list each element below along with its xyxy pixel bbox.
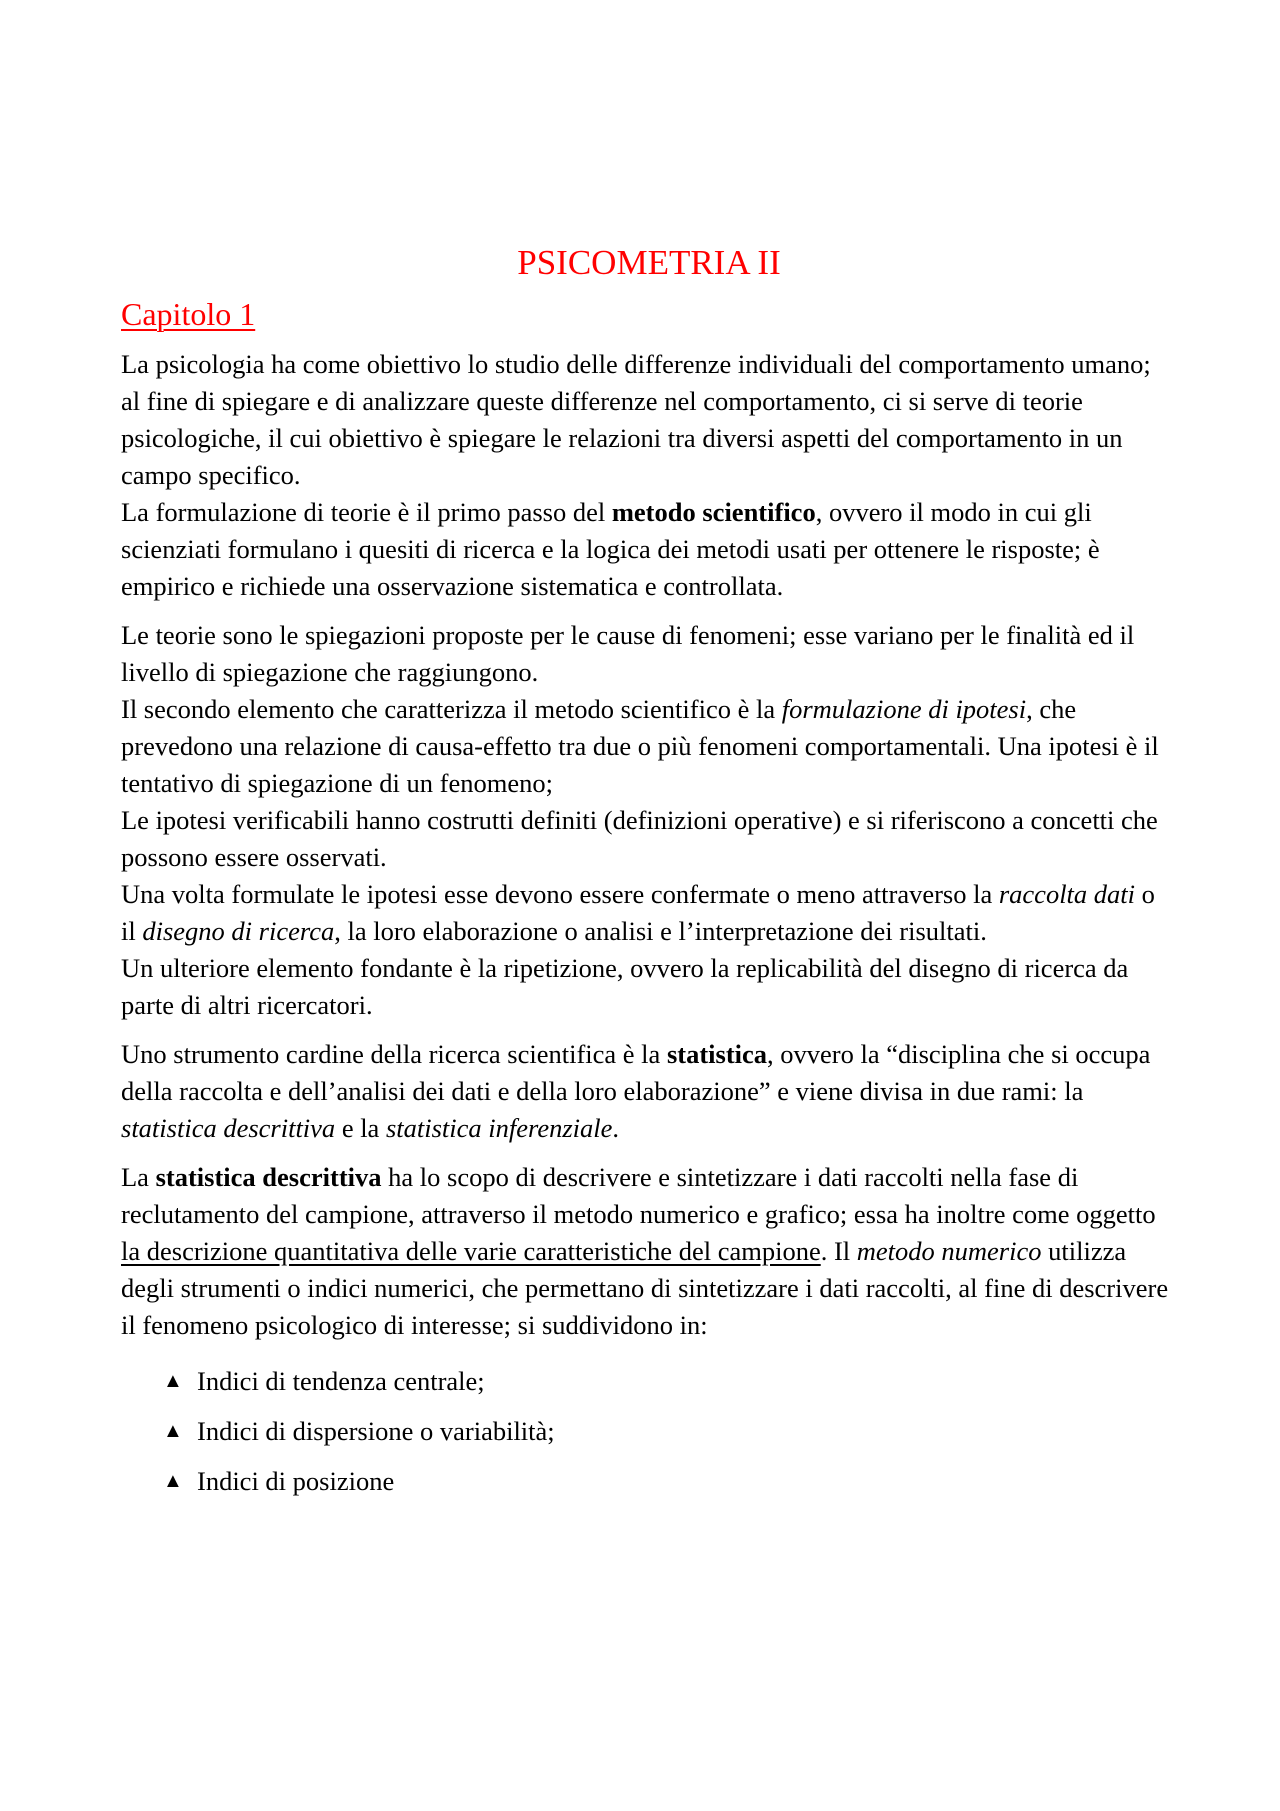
document-title: PSICOMETRIA II [517, 243, 781, 282]
list-item: ▲ Indici di posizione [163, 1465, 395, 1496]
list-item: ▲ Indici di dispersione o variabilità; [163, 1415, 555, 1446]
text-line: La psicologia ha come obiettivo lo studio delle differenze individuali del comportamento umano; [121, 349, 1151, 379]
text-line: La formulazione di teorie è il primo passo del metodo scientifico, ovvero il modo in cui gli scienziati formulano i quesiti di ricerca e la logica dei metodi usati per ottenere le risposte; è empirico e richiede una osservazione sistematica e controllata. [121, 497, 1100, 601]
bold-term: statistica [666, 1039, 768, 1069]
paragraph-statistics [121, 1036, 1171, 1147]
text-line: Uno strumento cardine della ricerca scientifica è la statistica, ovvero la “disciplina che si occupa della raccolta e dell’analisi dei dati e della loro elaborazione” e viene divisa in due rami: la statistica descrittiva e la statistica inferenziale. [121, 1039, 1151, 1143]
list-item: ▲ Indici di tendenza centrale; [163, 1365, 485, 1396]
italic-term: statistica inferenziale [385, 1113, 613, 1143]
italic-term: statistica descrittiva [121, 1113, 336, 1143]
italic-term: raccolta dati [998, 879, 1136, 909]
bold-term: metodo scientifico [611, 497, 816, 527]
triangle-bullet-icon: ▲ [163, 1420, 183, 1442]
text-line: Un ulteriore elemento fondante è la ripetizione, ovvero la replicabilità del disegno di ricerca da parte di altri ricercatori. [121, 953, 1129, 1020]
text-line: al fine di spiegare e di analizzare queste differenze nel comportamento, ci si serve di teorie psicologiche, il cui obiettivo è spiegare le relazioni tra diversi aspetti del comportamento in un campo specifico. [121, 386, 1123, 490]
text-line: Le ipotesi verificabili hanno costrutti definiti (definizioni operative) e si riferiscono a concetti che possono essere osservati. [121, 805, 1158, 872]
paragraph-intro [121, 346, 1171, 605]
text-line: La statistica descrittiva ha lo scopo di descrivere e sintetizzare i dati raccolti nella fase di reclutamento del campione, attraverso il metodo numerico e grafico; essa ha inoltre come oggetto la descrizione quantitativa delle varie caratteristiche del campione. Il metodo numerico utilizza degli strumenti o indici numerici, che permettano di sintetizzare i dati raccolti, al fine di descrivere il fenomeno psicologico di interesse; si suddividono in: [121, 1162, 1169, 1340]
paragraph-descriptive [121, 1159, 1171, 1344]
text-line: Le teorie sono le spiegazioni proposte per le cause di fenomeni; esse variano per le finalità ed il livello di spiegazione che raggiungono. [121, 620, 1135, 687]
triangle-bullet-icon: ▲ [163, 1370, 183, 1392]
chapter-heading: Capitolo 1 [121, 296, 256, 332]
underlined-phrase: la descrizione quantitativa delle varie caratteristiche del campione [121, 1236, 821, 1266]
bold-term: statistica descrittiva [155, 1162, 382, 1192]
italic-term: formulazione di ipotesi [781, 694, 1027, 724]
text-line: Il secondo elemento che caratterizza il metodo scientifico è la formulazione di ipotesi, che prevedono una relazione di causa-effetto tra due o più fenomeni comportamentali. Una ipotesi è il tentativo di spiegazione di un fenomeno; [121, 694, 1159, 798]
triangle-bullet-icon: ▲ [163, 1470, 183, 1492]
italic-term: metodo numerico [856, 1236, 1042, 1266]
document-body [121, 242, 1171, 1506]
text-line: Una volta formulate le ipotesi esse devono essere confermate o meno attraverso la raccolta dati o il disegno di ricerca, la loro elaborazione o analisi e l’interpretazione dei risultati. [121, 879, 1155, 946]
bullet-list [121, 1356, 1171, 1506]
italic-term: disegno di ricerca [142, 916, 335, 946]
paragraph-theories [121, 617, 1171, 1024]
